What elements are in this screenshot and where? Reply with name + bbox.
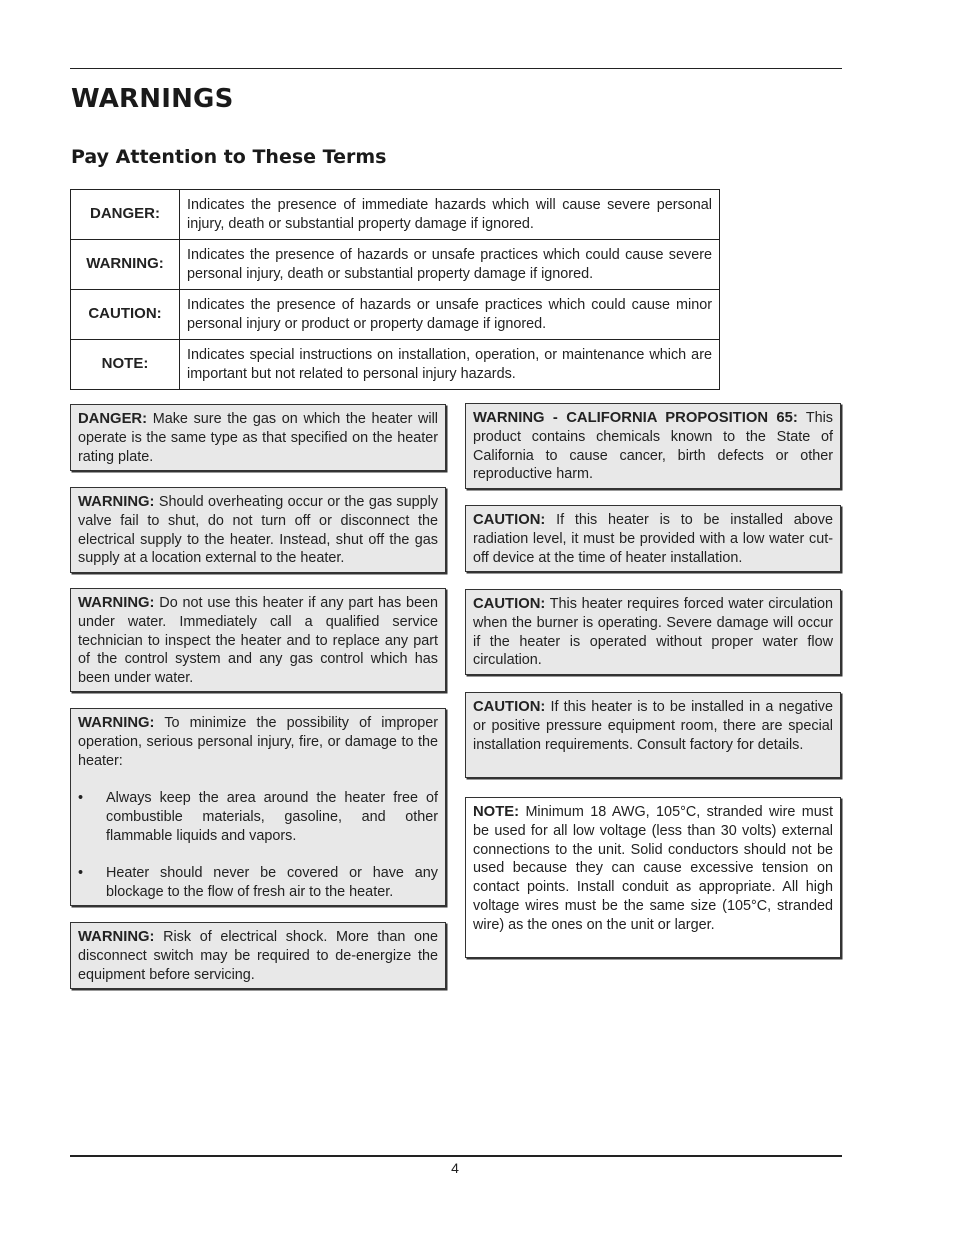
notice-text: Should overheating occur or the gas supply valve fail to shut, do not turn off or disconnect the electrical supply to the heater. Instead, shut off the gas supply at a location external to the heater. bbox=[78, 494, 439, 567]
warning-notice-minimize bbox=[70, 708, 446, 906]
notice-text: This product contains chemicals known to the State of California to cause cancer, birth defects or other reproductive harm. bbox=[473, 410, 833, 483]
table-row bbox=[71, 240, 720, 290]
list-item bbox=[78, 789, 438, 845]
bullet-icon: • bbox=[78, 790, 84, 807]
notice-text: Make sure the gas on which the heater will operate is the same type as that specified on the heater rating plate. bbox=[78, 411, 439, 465]
notice-text: This heater requires forced water circulation when the burner is operating. Severe damage will occur if the heater is operated without proper water flow circulation. bbox=[473, 596, 833, 669]
note-notice-wiring bbox=[465, 797, 841, 958]
notice-label: CAUTION: bbox=[473, 596, 546, 612]
table-row bbox=[71, 340, 720, 390]
warning-notice-prop65 bbox=[465, 403, 841, 489]
term-label: CAUTION: bbox=[71, 290, 180, 340]
term-definition: Indicates the presence of hazards or unsafe practices which could cause minor personal injury or product or property damage if ignored. bbox=[180, 290, 720, 340]
notice-text: To minimize the possibility of improper operation, serious personal injury, fire, or damage to the heater: bbox=[78, 715, 438, 769]
notice-label: WARNING - CALIFORNIA PROPOSITION 65: bbox=[473, 410, 798, 426]
bullet-text: Always keep the area around the heater free of combustible materials, gasoline, and other flammable liquids and vapors. bbox=[106, 790, 438, 844]
notice-text: Do not use this heater if any part has been under water. Immediately call a qualified service technician to inspect the heater and to replace any part of the control system and any gas control which has been under water. bbox=[78, 595, 439, 687]
table-row bbox=[71, 190, 720, 240]
notice-label: CAUTION: bbox=[473, 699, 546, 715]
bullet-icon: • bbox=[78, 865, 84, 882]
notice-label: NOTE: bbox=[473, 804, 520, 820]
table-row bbox=[71, 290, 720, 340]
notice-text: Minimum 18 AWG, 105°C, stranded wire must be used for all low voltage (less than 30 volts) external connections to the unit. Solid conductors should not be used because they can cause excessive tension on contact points. Install conduit as appropriate. All high voltage wires must be the same size (105°C, stranded wire) as the ones on the unit or larger. bbox=[473, 804, 833, 933]
page-number: 4 bbox=[451, 1160, 459, 1176]
term-label: WARNING: bbox=[71, 240, 180, 290]
term-label: NOTE: bbox=[71, 340, 180, 390]
notice-label: WARNING: bbox=[78, 929, 155, 945]
section-title: Pay Attention to These Terms bbox=[71, 146, 387, 168]
notice-label: WARNING: bbox=[78, 595, 155, 611]
warning-notice-water bbox=[70, 588, 446, 692]
list-item bbox=[78, 864, 438, 902]
notice-text: If this heater is to be installed in a negative or positive pressure equipment room, there are special installation requirements. Consult factory for details. bbox=[473, 699, 833, 753]
term-definition: Indicates special instructions on installation, operation, or maintenance which are important but not related to personal injury hazards. bbox=[180, 340, 720, 390]
top-rule bbox=[70, 68, 842, 69]
bullet-text: Heater should never be covered or have any blockage to the flow of fresh air to the heater. bbox=[106, 865, 438, 901]
term-definition: Indicates the presence of immediate hazards which will cause severe personal injury, death or substantial property damage if ignored. bbox=[180, 190, 720, 240]
term-definition: Indicates the presence of hazards or unsafe practices which could cause severe personal injury, death or substantial property damage if ignored. bbox=[180, 240, 720, 290]
bottom-rule bbox=[70, 1155, 842, 1157]
term-label: DANGER: bbox=[71, 190, 180, 240]
caution-notice-radiation bbox=[465, 505, 841, 572]
terms-table bbox=[70, 189, 720, 390]
notice-text: If this heater is to be installed above radiation level, it must be provided with a low water cut-off device at the time of heater installation. bbox=[473, 512, 834, 566]
caution-notice-circulation bbox=[465, 589, 841, 675]
notice-label: WARNING: bbox=[78, 494, 155, 510]
danger-notice bbox=[70, 404, 446, 471]
notice-label: DANGER: bbox=[78, 411, 148, 427]
bullet-list bbox=[78, 789, 438, 902]
notice-text: Risk of electrical shock. More than one disconnect switch may be required to de-energize the equipment before servicing. bbox=[78, 929, 439, 983]
notice-label: WARNING: bbox=[78, 715, 155, 731]
caution-notice-pressure bbox=[465, 692, 841, 778]
warning-notice-overheating bbox=[70, 487, 446, 573]
page-title: WARNINGS bbox=[71, 84, 234, 114]
warning-notice-shock bbox=[70, 922, 446, 989]
notice-label: CAUTION: bbox=[473, 512, 546, 528]
